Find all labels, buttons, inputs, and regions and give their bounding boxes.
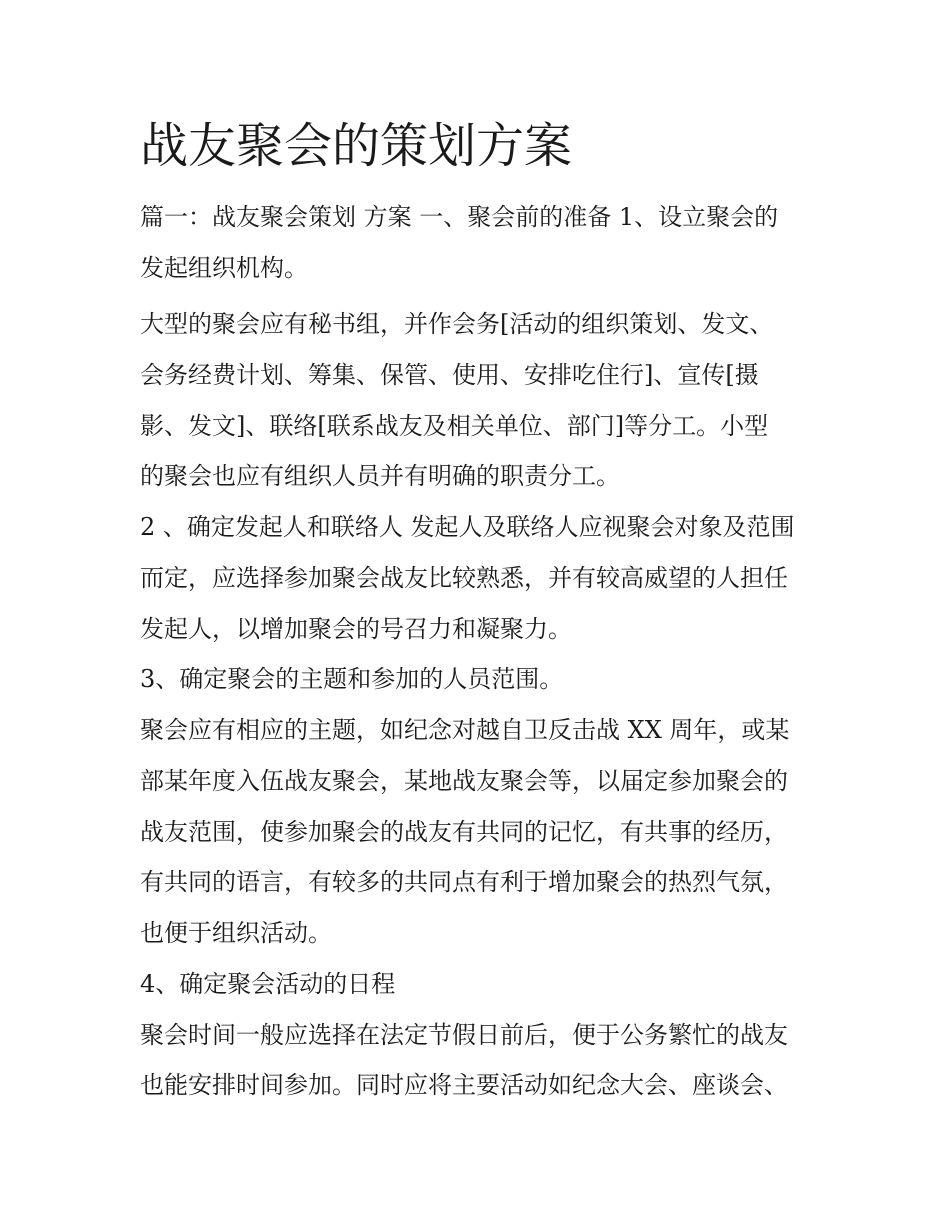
text-line: 会务经费计划、筹集、保管、使用、安排吃住行]、宣传[摄	[140, 361, 759, 389]
text-line: 聚会时间一般应选择在法定节假日前后，便于公务繁忙的战友	[140, 1021, 788, 1049]
text-line: 篇一：战友聚会策划 方案 一、聚会前的准备 1、设立聚会的	[140, 203, 779, 231]
text-line: 部某年度入伍战友聚会，某地战友聚会等，以届定参加聚会的	[140, 767, 788, 795]
text-line: 的聚会也应有组织人员并有明确的职责分工。	[140, 462, 620, 490]
text-line: 2 、确定发起人和联络人 发起人及联络人应视聚会对象及范围	[140, 513, 795, 541]
text-line: 有共同的语言，有较多的共同点有利于增加聚会的热烈气氛，	[140, 868, 788, 896]
page-title: 战友聚会的策划方案	[140, 118, 573, 174]
text-line: 聚会应有相应的主题，如纪念对越自卫反击战 XX 周年，或某	[140, 716, 790, 744]
text-line: 3、确定聚会的主题和参加的人员范围。	[140, 665, 564, 693]
text-line: 也便于组织活动。	[140, 919, 332, 947]
text-line: 而定，应选择参加聚会战友比较熟悉，并有较高威望的人担任	[140, 564, 788, 592]
text-line: 4、确定聚会活动的日程	[140, 970, 396, 998]
text-line: 也能安排时间参加。同时应将主要活动如纪念大会、座谈会、	[140, 1071, 788, 1099]
text-line: 大型的聚会应有秘书组，并作会务[活动的组织策划、发文、	[140, 310, 774, 338]
text-line: 发起人，以增加聚会的号召力和凝聚力。	[140, 615, 572, 643]
text-line: 影、发文]、联络[联系战友及相关单位、部门]等分工。小型	[140, 412, 769, 440]
text-line: 发起组织机构。	[140, 254, 308, 282]
text-line: 战友范围，使参加聚会的战友有共同的记忆，有共事的经历，	[140, 818, 788, 846]
